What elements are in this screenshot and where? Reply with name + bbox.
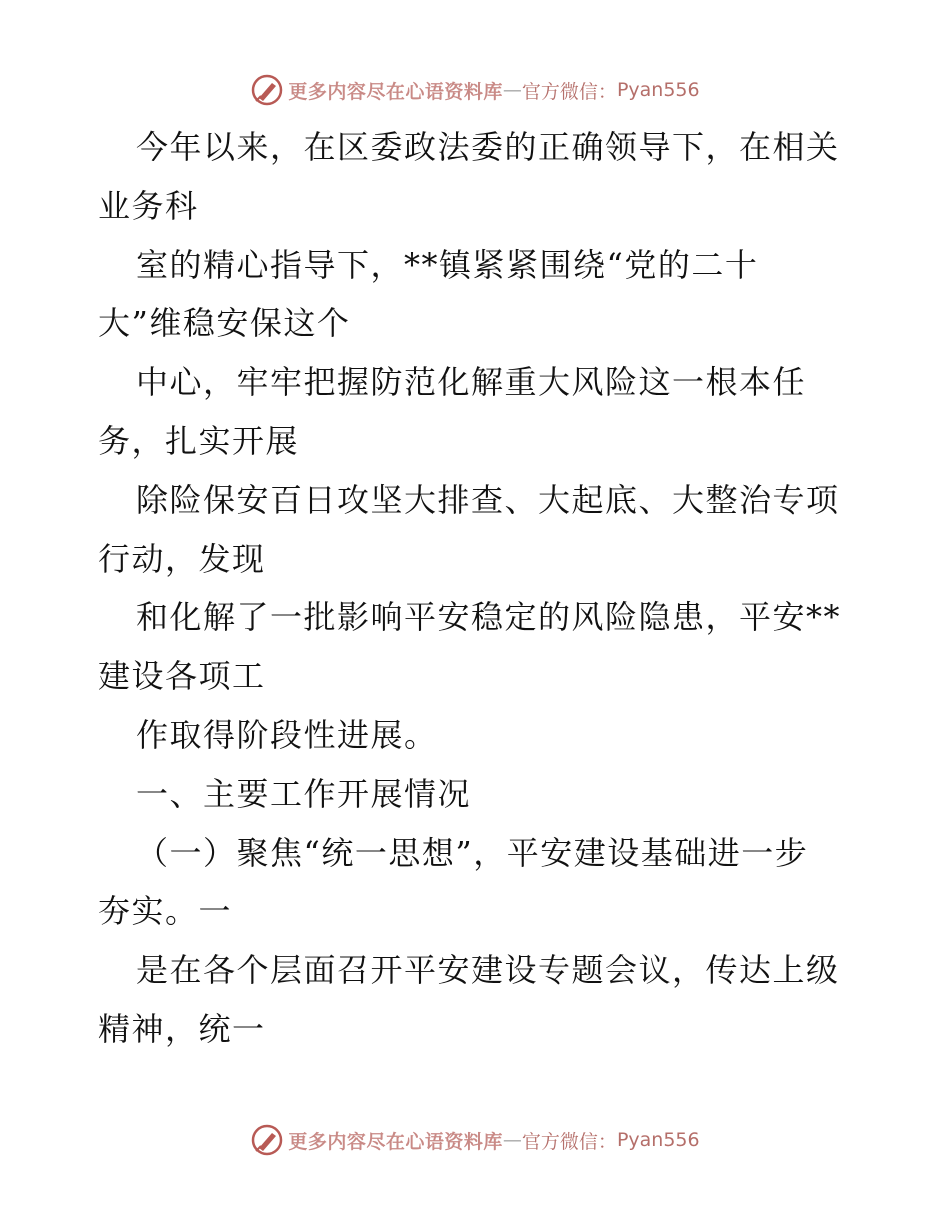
watermark-label: 官方微信： [521, 1130, 617, 1153]
text-line: （一）聚焦“统一思想”，平安建设基础进一步 [136, 833, 809, 872]
watermark-main-text: 更多内容尽在心语资料库 [288, 1130, 503, 1153]
watermark-main-text: 更多内容尽在心语资料库 [288, 80, 503, 103]
text-line: 夯实。一 [98, 892, 233, 931]
pen-logo-icon [250, 73, 284, 107]
pen-logo-icon [250, 1123, 284, 1157]
document-body [98, 118, 858, 1059]
text-line: 大”维稳安保这个 [98, 304, 351, 343]
text-line: 业务科 [98, 186, 199, 225]
text-line: 行动，发现 [98, 539, 266, 578]
text-line: 是在各个层面召开平安建设专题会议，传达上级 [136, 951, 840, 990]
text-line: 除险保安百日攻坚大排查、大起底、大整治专项 [136, 480, 840, 519]
text-line: 一、主要工作开展情况 [136, 774, 472, 813]
text-line: 作取得阶段性进展。 [136, 715, 438, 754]
watermark-account: Pyan556 [616, 79, 700, 101]
text-line: 中心，牢牢把握防范化解重大风险这一根本任 [136, 363, 807, 402]
watermark-separator: — [502, 79, 522, 101]
watermark-header [0, 70, 950, 110]
watermark-account: Pyan556 [616, 1129, 700, 1151]
text-line: 务，扎实开展 [98, 421, 300, 460]
watermark-separator: — [502, 1129, 522, 1151]
text-line: 精神，统一 [98, 1009, 266, 1048]
text-line: 建设各项工 [98, 657, 266, 696]
watermark-footer [0, 1120, 950, 1160]
text-line: 和化解了一批影响平安稳定的风险隐患，平安** [136, 598, 842, 637]
watermark-label: 官方微信： [521, 80, 617, 103]
text-line: 今年以来，在区委政法委的正确领导下，在相关 [136, 128, 840, 166]
text-line: 室的精心指导下，**镇紧紧围绕“党的二十 [136, 245, 759, 284]
